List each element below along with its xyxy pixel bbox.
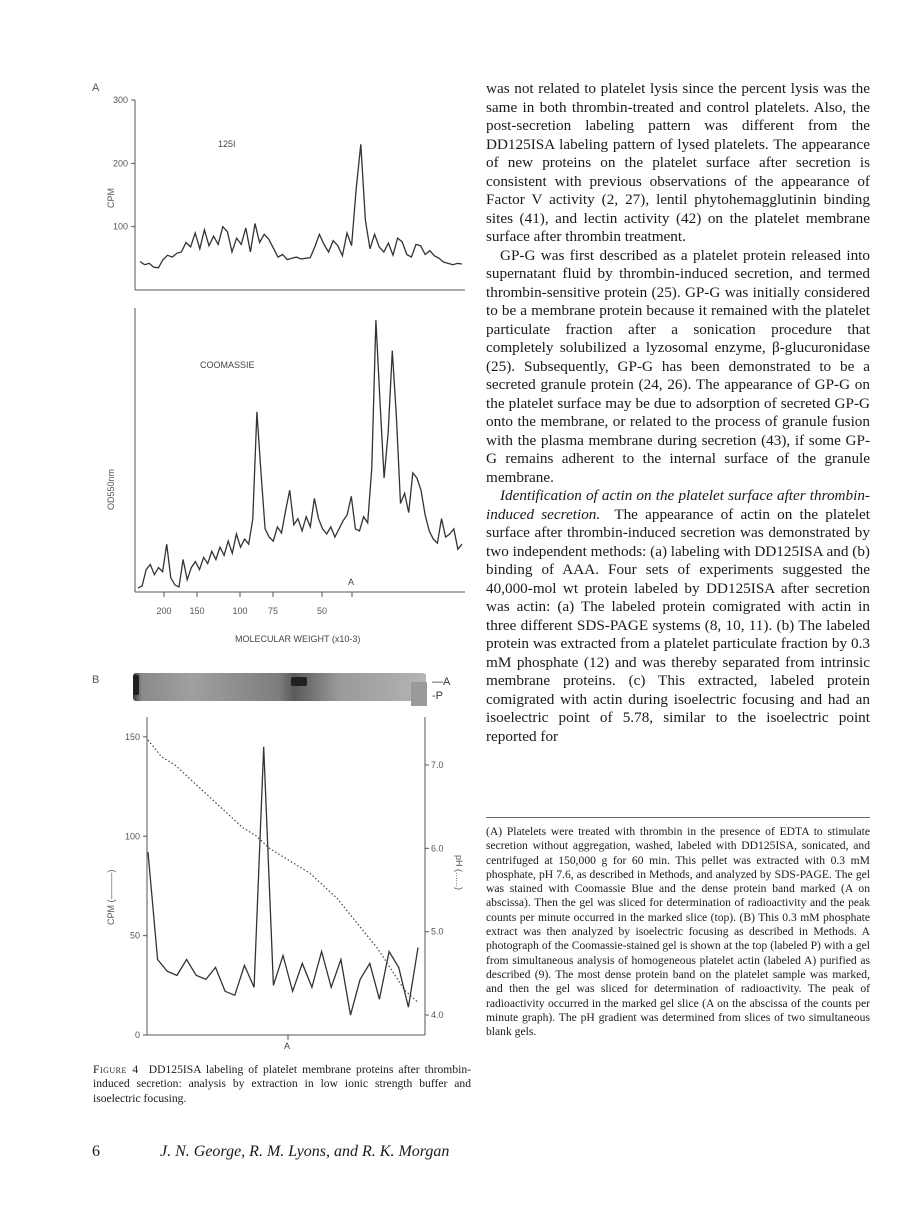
- series-line: [140, 144, 462, 267]
- y-tick-label-right: 7.0: [431, 760, 444, 770]
- annotation-coomassie: COOMASSIE: [200, 360, 255, 370]
- y-tick-label-right: 5.0: [431, 926, 444, 937]
- marker-a: A: [348, 577, 355, 587]
- panel-b-label: B: [92, 674, 100, 686]
- y-tick-label: 100: [124, 831, 140, 842]
- figure-caption-title: DD125ISA labeling of platelet membrane proteins after thrombin-induced secretion: analysis by extraction in low ionic strength buffer and isoelectric focusing.: [93, 1063, 471, 1105]
- figure-caption: [93, 1063, 471, 1106]
- x-tick-label: 50: [316, 606, 328, 616]
- y-tick-label: 100: [112, 221, 128, 232]
- y-axis-label: CPM: [106, 188, 116, 208]
- y-axis-label: OD550nm: [106, 468, 116, 510]
- section-heading: Identification of actin on the platelet surface after thrombin-induced secretion.: [486, 487, 870, 523]
- gel-photo: [133, 673, 426, 701]
- y-tick-label: 300: [112, 95, 128, 105]
- figure-number: Figure 4: [93, 1063, 139, 1076]
- x-ticks: [156, 592, 352, 616]
- gel-band: [291, 677, 307, 686]
- legend-divider: [486, 817, 870, 818]
- gel-label-a: —A: [432, 676, 451, 688]
- gel-end: [411, 682, 427, 706]
- y-tick-label: 50: [129, 930, 140, 941]
- figure-legend: [486, 825, 870, 1039]
- running-authors: J. N. George, R. M. Lyons, and R. K. Morgan: [160, 1143, 450, 1160]
- cpm-series-line: [148, 747, 418, 1015]
- x-tick-label: 200: [156, 606, 172, 616]
- legend-text: (A) Platelets were treated with thrombin in the presence of EDTA to stimulate secretion without aggregation, washed, labeled with DD125ISA, sonicated, and centrifuged at 150,000 g for 60 min. This pellet was extracted with 0.3 mM phosphate, pH 7.6, as described in Methods, and analyzed by SDS-PAGE. The gel was stained with Coomassie Blue and the dense protein band marked (A on abscissa). Then the gel was sliced for determination of radioactivity and the peak counts per minute occurred in the marked slice (top). (B) This 0.3 mM phosphate extract was then analyzed by isoelectric focusing as described in Methods. A photograph of the Coomassie-stained gel is shown at the top (labeled P) with a gel from simultaneous analysis of homogeneous platelet actin (labeled A) purified as described (9). The most dense protein band on the platelet sample was marked, and then the gel was sliced for determination of radioactivity. The peak of radioactivity occurred in the marked gel slice (A on the abscissa of the counts per minute graph). The pH gradient was determined from slices of two simultaneous blank gels.: [486, 825, 870, 1039]
- page-number: 6: [92, 1143, 100, 1160]
- body-text: [486, 80, 870, 746]
- chart-125i: [100, 90, 470, 302]
- y-tick-label-right: 6.0: [431, 843, 444, 854]
- y-axis-label-right: pH (......): [454, 855, 464, 891]
- y-tick-label: 0: [134, 1030, 140, 1040]
- marker-a: A: [284, 1041, 291, 1051]
- y-ticks-right: [425, 760, 444, 1020]
- gel-band: [133, 675, 139, 695]
- x-tick-label: 75: [267, 606, 279, 616]
- y-axis-label-left: CPM (———): [106, 869, 116, 925]
- paragraph: was not related to platelet lysis since the percent lysis was the same in both thrombin-treated and control platelets. Also, the post-secretion labeling pattern was different from the DD125ISA labeling pattern of lysed platelets. The appearance of new proteins on the platelet surface after secretion is consistent with previous observations of the appearance of Factor V activity (2, 27), lentil phytohemagglutinin binding sites (41), and lectin activity (42) on the platelet membrane surface after thrombin treatment.: [486, 80, 870, 245]
- annotation-125i: 125I: [218, 139, 236, 149]
- chart-isoelectric: [100, 705, 470, 1055]
- y-tick-label: 150: [124, 731, 140, 742]
- chart-coomassie: [100, 300, 470, 645]
- panel-a-label: A: [92, 82, 100, 94]
- x-tick-label: 150: [189, 606, 205, 616]
- y-ticks: [113, 95, 135, 232]
- paragraph: Identification of actin on the platelet surface after thrombin-induced secretion. The appearance of actin on the platelet surface after thrombin-induced secretion was demonstrated by two independent methods: (a) labeling with DD125ISA and (b) binding of AAA. Four sets of experiments suggested the 40,000-mol wt protein labeled by DD125ISA after secretion was actin: (a) The labeled protein comigrated with actin in three different SDS-PAGE systems (8, 10, 11). (b) The labeled protein was extracted from a platelet particulate fraction by 0.3 mM phosphate (12) and was thereby separated from intrinsic membrane proteins. (c) This extracted, labeled protein comigrated with actin during isoelectric focusing and had an isoelectric point of 5.78, similar to the isoelectric point reported for: [486, 487, 870, 745]
- x-axis-label: MOLECULAR WEIGHT (x10-3): [235, 634, 361, 644]
- y-ticks: [125, 732, 288, 1040]
- series-line: [138, 320, 462, 588]
- y-tick-label: 200: [112, 158, 128, 169]
- gel-label-p: -P: [432, 690, 444, 702]
- y-tick-label-right: 4.0: [431, 1010, 444, 1020]
- x-tick-label: 100: [232, 606, 248, 616]
- paragraph: GP-G was first described as a platelet protein released into supernatant fluid by thrombin-induced secretion, and termed thrombin-sensitive protein (25). GP-G was initially considered to be a membrane protein because it remained with the platelet particulate fraction after a sonication procedure that completely solubilized a lyzosomal enzyme, β-glucuronidase (25). Subsequently, GP-G has been demonstrated to be a secreted granule protein (24, 26). The appearance of GP-G on the platelet surface may be due to adsorption of secreted GP-G onto the membrane, or related to the process of granule fusion with the plasma membrane during secretion (43), if some GP-G remains adherent to the internal surface of the granule membrane.: [486, 246, 870, 486]
